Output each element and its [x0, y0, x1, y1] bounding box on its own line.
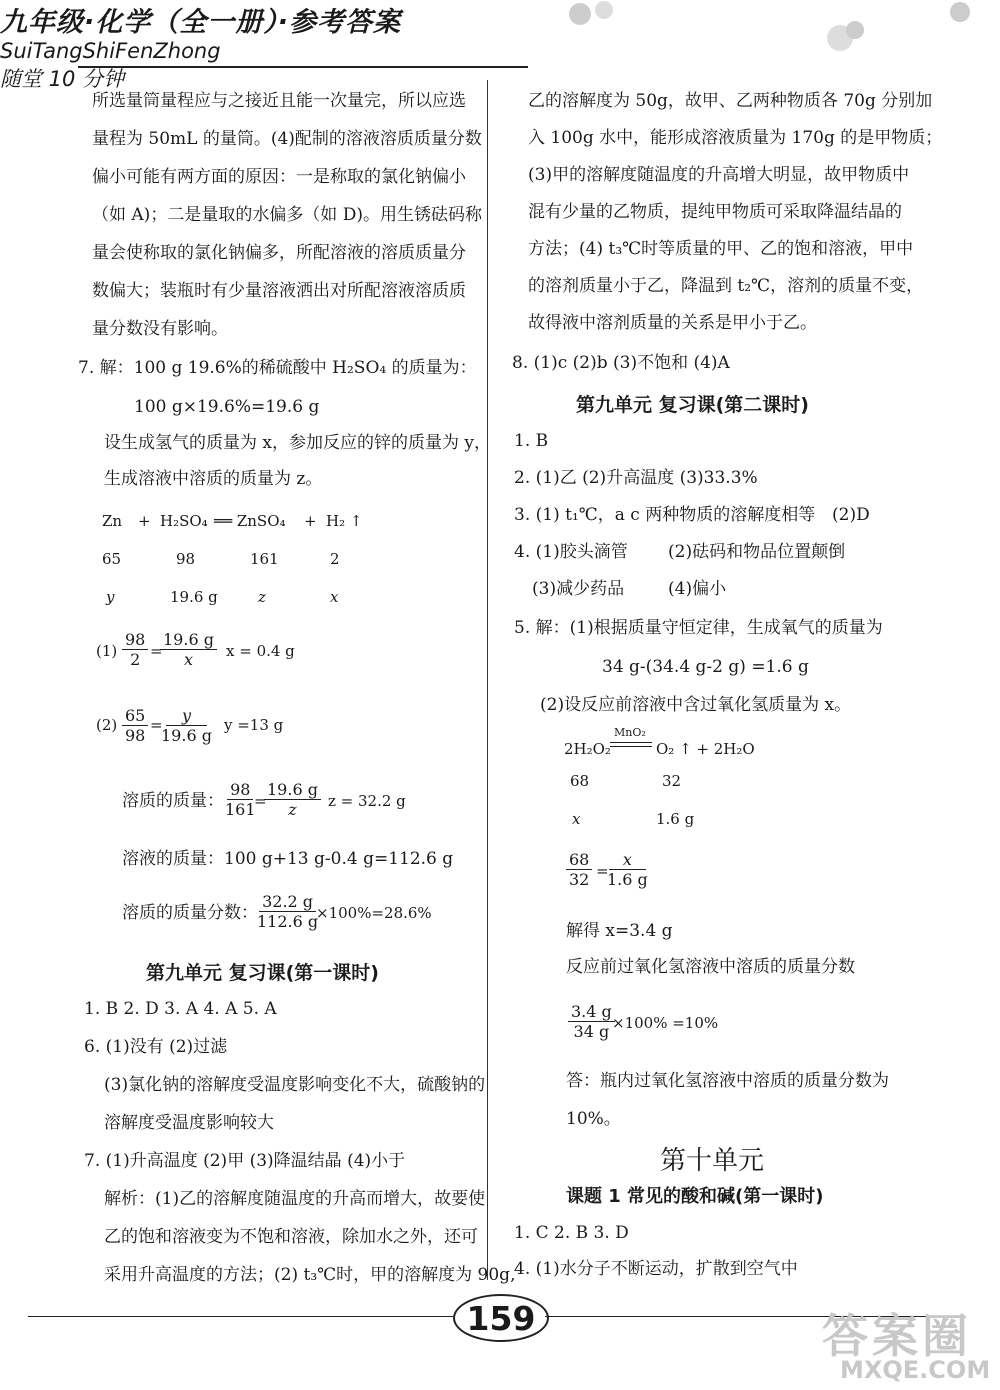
eq-znso4: ══ ZnSO₄	[214, 512, 286, 530]
right-para-line: (3)甲的溶解度随温度的升高增大明显，故甲物质中	[528, 165, 910, 185]
var-y: y	[106, 588, 115, 606]
lesson-title: 课题 1 常见的酸和碱(第一课时)	[566, 1186, 824, 1207]
mass-o2: 32	[662, 772, 682, 790]
var-h2so4: 19.6 g	[170, 588, 218, 606]
answer-line: 4. (1)水分子不断运动，扩散到空气中	[514, 1259, 798, 1279]
fraction: $\frac{19.6 g}{z}$	[264, 780, 321, 819]
answer-line: 3. (1) t₁℃，a c 两种物质的溶解度相等	[514, 505, 816, 525]
answer-line: 1. B	[514, 431, 549, 451]
answer-line: 2. (1)乙 (2)升高温度 (3)33.3%	[514, 468, 758, 488]
fraction: $\frac{98}{161}$	[225, 780, 256, 819]
solute-label: 溶质的质量：	[122, 791, 224, 811]
solve-line: 解得 x=3.4 g	[566, 921, 673, 941]
fraction: $\frac{x}{1.6 g}$	[607, 850, 648, 889]
answer-line: (2)砝码和物品位置颠倒	[668, 542, 846, 562]
left-para-line: （如 A)；二是量取的水偏多（如 D)。用生锈砝码称	[92, 205, 482, 225]
step3-result: z = 32.2 g	[328, 792, 406, 810]
left-para-line: 量分数没有影响。	[92, 319, 228, 339]
right-para-line: 入 100g 水中，能形成溶液质量为 170g 的是甲物质；	[528, 128, 943, 148]
mass-h2o2: 68	[570, 772, 590, 790]
column-divider	[487, 80, 488, 1280]
equals: =	[150, 716, 163, 734]
fraction-result: ×100% =10%	[612, 1014, 719, 1032]
q7-let1: 设生成氢气的质量为 x，参加反应的锌的质量为 y，	[104, 433, 491, 453]
answer-line: 10%。	[566, 1109, 621, 1129]
brand-name-en: SuiTangShiFenZhong	[0, 39, 221, 63]
header-decoration	[540, 0, 1000, 78]
right-para-line: 故得液中溶剂质量的关系是甲小于乙。	[528, 313, 817, 333]
answer-line: 答：瓶内过氧化氢溶液中溶质的质量分数为	[566, 1071, 889, 1091]
answer-line: (3)减少药品	[532, 579, 625, 599]
equals: =	[596, 862, 609, 880]
fraction-result: ×100%=28.6%	[316, 904, 432, 922]
step1-label: (1)	[96, 642, 118, 660]
answer-line: 乙的饱和溶液变为不饱和溶液，除加水之外，还可	[104, 1227, 478, 1247]
fraction-label: 溶质的质量分数：	[122, 903, 258, 923]
left-para-line: 量会使称取的氯化钠偏多，所配溶液的溶质质量分	[92, 243, 466, 263]
fraction: $\frac{3.4 g}{34 g}$	[568, 1002, 615, 1041]
answer-line: 6. (1)没有 (2)过滤	[84, 1037, 228, 1057]
answer-line: 采用升高温度的方法；(2) t₃℃时，甲的溶解度为 90g,	[104, 1265, 516, 1285]
var-z: z	[258, 588, 266, 606]
left-para-line: 数偏大；装瓶时有少量溶液洒出对所配溶液溶质质	[92, 281, 466, 301]
answer-line: 1. B 2. D 3. A 4. A 5. A	[84, 999, 277, 1019]
answer-calc: 34 g-(34.4 g-2 g) =1.6 g	[602, 657, 809, 677]
mass-zn: 65	[102, 550, 122, 568]
answer-line: (3)氯化钠的溶解度受温度影响变化不大，硫酸钠的	[104, 1075, 486, 1095]
eq-catalyst: MnO₂	[614, 726, 646, 739]
mass-h2so4: 98	[176, 550, 196, 568]
fraction: $\frac{65}{98}$	[122, 706, 148, 745]
eq-products: O₂ ↑ + 2H₂O	[656, 740, 755, 758]
equals: =	[254, 792, 267, 810]
mass-znso4: 161	[250, 550, 279, 568]
answer-line: 解析：(1)乙的溶解度随温度的升高而增大，故要使	[104, 1189, 486, 1209]
fraction: $\frac{y}{19.6 g}$	[161, 706, 212, 745]
left-para-line: 量程为 50mL 的量筒。(4)配制的溶液溶质质量分数	[92, 129, 482, 149]
answer-line: 5. 解：(1)根据质量守恒定律，生成氧气的质量为	[514, 618, 883, 638]
fraction: $\frac{19.6 g}{x}$	[160, 630, 217, 669]
left-para-line: 所选量筒量程应与之接近且能一次量完，所以应选	[92, 91, 466, 111]
fraction: $\frac{68}{32}$	[566, 850, 592, 889]
unit-title: 第十单元	[660, 1146, 765, 1176]
right-para-line: 的溶剂质量小于乙，降温到 t₂℃，溶剂的质量不变，	[528, 276, 924, 296]
answer-line: (2)D	[832, 505, 870, 525]
answer-line: 8. (1)c (2)b (3)不饱和 (4)A	[512, 353, 730, 373]
fraction: $\frac{98}{2}$	[122, 630, 148, 669]
eq-zn: Zn	[102, 512, 123, 530]
brand-name-cn: 随堂 10 分钟	[0, 67, 125, 91]
var-o2: 1.6 g	[656, 810, 695, 828]
mass-h2: 2	[330, 550, 340, 568]
eq-double-line	[610, 742, 652, 747]
eq-h2o2: 2H₂O₂	[564, 740, 611, 758]
answer-line: 1. C 2. B 3. D	[514, 1223, 629, 1243]
answer-line: (4)偏小	[668, 579, 727, 599]
equals: =	[150, 642, 163, 660]
header-rule	[78, 66, 528, 68]
right-para-line: 混有少量的乙物质，提纯甲物质可采取降温结晶的	[528, 202, 902, 222]
eq-plus: +	[138, 512, 151, 530]
section-title: 第九单元 复习课(第一课时)	[146, 962, 379, 984]
page-header-title: 九年级·化学（全一册）·参考答案	[0, 7, 402, 38]
page-number: 159	[453, 1294, 549, 1342]
step1-result: x = 0.4 g	[226, 642, 295, 660]
eq-plus: +	[304, 512, 317, 530]
answer-line: 溶解度受温度影响较大	[104, 1113, 274, 1133]
right-para-line: 乙的溶解度为 50g，故甲、乙两种物质各 70g 分别加	[528, 91, 933, 111]
var-x: x	[572, 810, 581, 828]
q7-intro: 7. 解：100 g 19.6%的稀硫酸中 H₂SO₄ 的质量为：	[78, 358, 477, 378]
left-para-line: 偏小可能有两方面的原因：一是称取的氯化钠偏小	[92, 167, 466, 187]
solution-mass: 溶液的质量：100 g+13 g-0.4 g=112.6 g	[122, 849, 454, 869]
step2-result: y =13 g	[224, 716, 284, 734]
answer-line: 反应前过氧化氢溶液中溶质的质量分数	[566, 957, 855, 977]
q7-let2: 生成溶液中溶质的质量为 z。	[104, 469, 323, 489]
answer-line: (2)设反应前溶液中含过氧化氢质量为 x。	[540, 695, 852, 715]
right-para-line: 方法；(4) t₃℃时等质量的甲、乙的饱和溶液，甲中	[528, 239, 914, 259]
watermark-logo: 答案圈	[822, 1309, 972, 1363]
eq-h2: H₂ ↑	[326, 512, 363, 530]
q7-calc: 100 g×19.6%=19.6 g	[134, 397, 320, 417]
section-title: 第九单元 复习课(第二课时)	[576, 394, 809, 416]
step2-label: (2)	[96, 716, 118, 734]
answer-line: 4. (1)胶头滴管	[514, 542, 628, 562]
fraction: $\frac{32.2 g}{112.6 g}$	[257, 892, 319, 931]
footer-rule-left	[28, 1316, 453, 1317]
var-x: x	[330, 588, 339, 606]
answer-line: 7. (1)升高温度 (2)甲 (3)降温结晶 (4)小于	[84, 1151, 406, 1171]
watermark-url: MXQE.COM	[840, 1356, 991, 1384]
eq-h2so4: H₂SO₄	[160, 512, 208, 530]
